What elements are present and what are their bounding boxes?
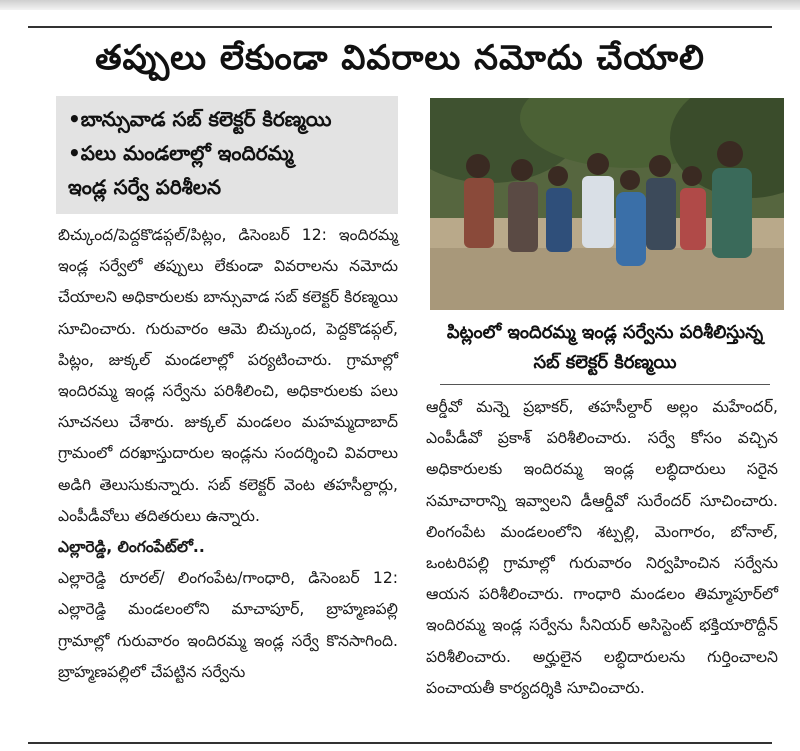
photo-caption xyxy=(420,318,790,378)
top-divider xyxy=(28,26,772,28)
body-paragraph: ఎల్లారెడ్డి రూరల్/ లింగంపేట/గాంధారి, డిసెంబర్ 12: ఎల్లారెడ్డి మండలంలోని మాచాపూర్, బ్రాహ్మణపల్లి గ్రామాల్లో గురువారం ఇందిరమ్మ ఇండ్ల సర్వే కొనసాగింది. బ్రాహ్మణపల్లిలో చేపట్టిన సర్వేను xyxy=(58,569,398,681)
body-paragraph: ఆర్డీవో మన్నె ప్రభాకర్, తహసీల్దార్ అల్లం మహేందర్, ఎంపీడీవో ప్రకాశ్ పరిశీలించారు. సర్వే కోసం వచ్చిన అధికారులకు ఇందిరమ్మ ఇండ్ల లబ్ధిదారులు సరైన సమాచారాన్ని ఇవ్వాలని డీఆర్డీవో సురేందర్ సూచించారు. లింగంపేట మండలంలోని శట్పల్లి, మెంగారం, బోనాల్, ఒంటరిపల్లి గ్రామాల్లో గురువారం నిర్వహించిన సర్వేను ఆయన పరిశీలించారు. గాంధారి మండలం తిమ్మాపూర్‌లో ఇందిరమ్మ ఇండ్ల సర్వేను సీనియర్ అసిస్టెంట్ భక్తియారొద్దీన్ పరిశీలించారు. అర్హులైన లబ్ధిదారులను గుర్తించాలని పంచాయతీ కార్యదర్శికి సూచించారు. xyxy=(426,398,778,697)
news-photo xyxy=(430,98,784,310)
subheading-line: •బాన్సువాడ సబ్ కలెక్టర్ కిరణ్మయి xyxy=(68,107,332,131)
subheading-box xyxy=(56,96,398,214)
caption-line: పిట్లంలో ఇందిరమ్మ ఇండ్ల సర్వేను పరిశీలిస్తున్న xyxy=(446,322,764,343)
caption-divider xyxy=(440,384,770,385)
body-paragraph: బిచ్కుంద/పెద్దకొడప్గల్/పిట్లం, డిసెంబర్ 12: ఇందిరమ్మ ఇండ్ల సర్వేలో తప్పులు లేకుండా వివరాలను నమోదు చేయాలని అధికారులకు బాన్సువాడ సబ్ కలెక్టర్ కిరణ్మయి సూచించారు. గురువారం ఆమె బిచ్కుంద, పెద్దకొడప్గల్, పిట్లం, జుక్కల్ మండలాల్లో పర్యటించారు. గ్రామాల్లో ఇందిరమ్మ ఇండ్ల సర్వేను పరిశీలించి, అధికారులకు పలు సూచనలు చేశారు. జుక్కల్ మండలం మహమ్మదాబాద్ గ్రామంలో దరఖాస్తుదారుల ఇండ్లను సందర్శించి వివరాలు అడిగి తెలుసుకున్నారు. సబ్ కలెక్టర్ వెంట తహసీల్దార్లు, ఎంపీడీవోలు తదితరులు ఉన్నారు. xyxy=(58,226,398,525)
section-heading: ఎల్లారెడ్డి, లింగంపేట్‌లో.. xyxy=(58,538,205,557)
subheading-line: •పలు మండలాల్లో ఇందిరమ్మ xyxy=(68,141,294,165)
bottom-divider xyxy=(28,742,772,744)
subheading-line: ఇండ్ల సర్వే పరిశీలన xyxy=(68,175,222,199)
right-column xyxy=(426,392,778,704)
headline: తప్పులు లేకుండా వివరాలు నమోదు చేయాలి xyxy=(95,38,705,78)
previous-article-strip xyxy=(0,0,800,10)
left-column xyxy=(58,220,398,688)
caption-line: సబ్ కలెక్టర్ కిరణ్మయి xyxy=(533,352,677,373)
